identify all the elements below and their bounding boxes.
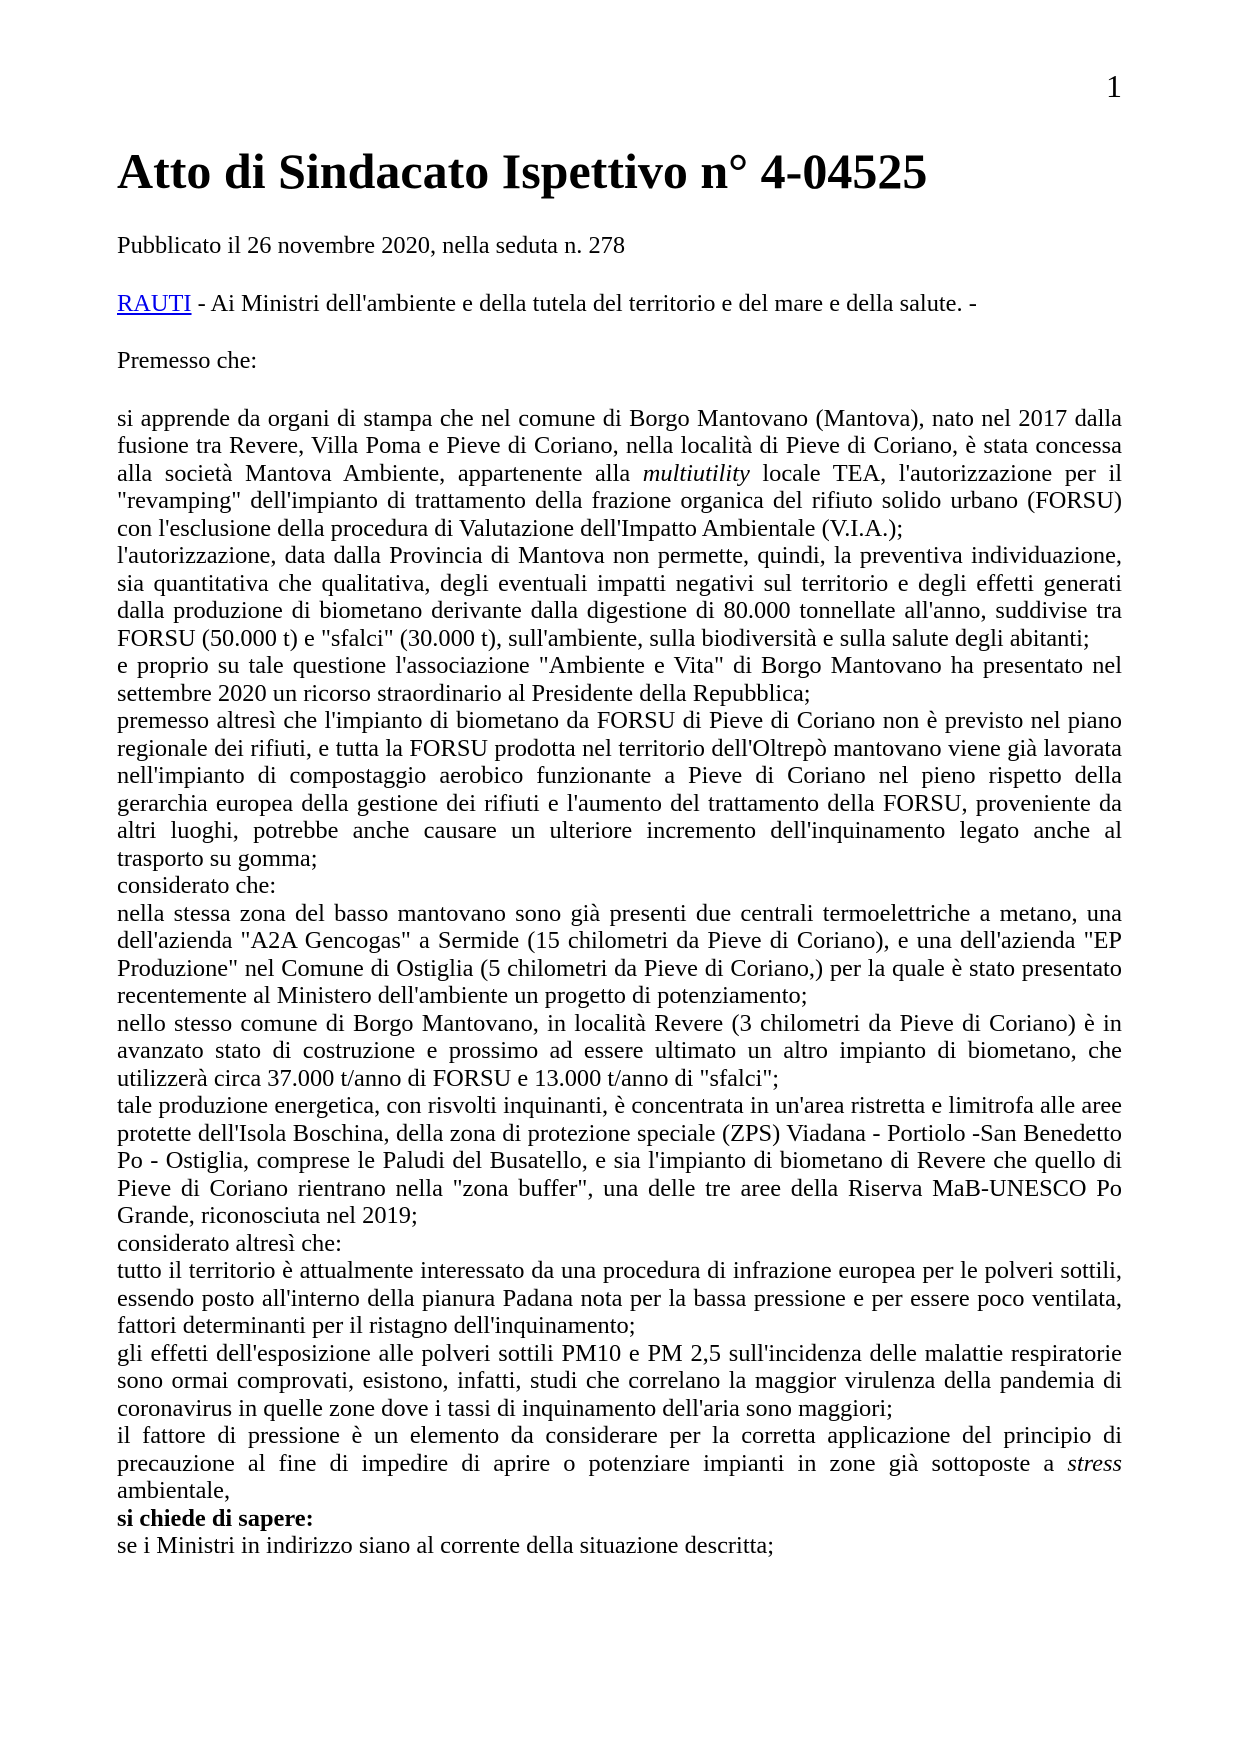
paragraph-text: si chiede di sapere: <box>117 1504 314 1532</box>
paragraph-text: premesso altresì che l'impianto di biometano da FORSU di Pieve di Coriano non è previsto nel piano regionale dei rifiuti, e tutta la FORSU prodotta nel territorio dell'Oltrepò mantovano viene già lavorata nell'impianto di compostaggio aerobico funzionante a Pieve di Coriano nel pieno rispetto della gerarchia europea della gestione dei rifiuti e l'aumento del trattamento della FORSU, proveniente da altri luoghi, potrebbe anche causare un ulteriore incremento dell'inquinamento legato anche al trasporto su gomma; <box>117 707 1122 872</box>
body-paragraph <box>117 1230 1122 1258</box>
body-paragraph <box>117 1257 1122 1340</box>
paragraph-text: si apprende da organi di stampa che nel comune di Borgo Mantovano (Mantova), nato nel 2017 dalla fusione tra Revere, Villa Poma e Pieve di Coriano, nella località di Pieve di Coriano, è stata concessa alla società Mantova Ambiente, appartenente alla <box>117 404 1122 487</box>
paragraph-text: nello stesso comune di Borgo Mantovano, in località Revere (3 chilometri da Pieve di Coriano) è in avanzato stato di costruzione e prossimo ad essere ultimato un altro impianto di biometano, che utilizzerà circa 37.000 t/anno di FORSU e 13.000 t/anno di "sfalci"; <box>117 1009 1122 1092</box>
salutation-text: - Ai Ministri dell'ambiente e della tutela del territorio e del mare e della salute. - <box>191 289 977 317</box>
body-paragraph <box>117 1505 1122 1533</box>
body-paragraph <box>117 900 1122 1010</box>
body-paragraph <box>117 1422 1122 1505</box>
body-paragraph <box>117 1532 1122 1560</box>
paragraph-text: ambientale, <box>117 1477 231 1504</box>
paragraph-text: se i Ministri in indirizzo siano al corrente della situazione descritta; <box>117 1532 774 1559</box>
body-paragraph <box>117 1340 1122 1423</box>
paragraph-text: il fattore di pressione è un elemento da considerare per la corretta applicazione del principio di precauzione al fine di impedire di aprire o potenziare impianti in zone già sottoposte a <box>117 1422 1122 1477</box>
salutation-line <box>117 290 1122 318</box>
body-paragraph <box>117 707 1122 872</box>
paragraph-text: tale produzione energetica, con risvolti inquinanti, è concentrata in un'area ristretta e limitrofa alle aree protette dell'Isola Boschina, della zona di protezione speciale (ZPS) Viadana - Portiolo -San Benedetto Po - Ostiglia, comprese le Paludi del Busatello, e sia l'impianto di biometano di Revere che quello di Pieve di Coriano rientrano nella "zona buffer", una delle tre aree della Riserva MaB-UNESCO Po Grande, riconosciuta nel 2019; <box>117 1092 1122 1229</box>
document-title: Atto di Sindacato Ispettivo n° 4-04525 <box>117 143 928 199</box>
page-number: 1 <box>1106 68 1122 104</box>
italic-term: stress <box>1067 1449 1122 1477</box>
document-body <box>117 405 1122 1560</box>
paragraph-text: considerato altresì che: <box>117 1229 342 1257</box>
paragraph-text: l'autorizzazione, data dalla Provincia di Mantova non permette, quindi, la preventiva individuazione, sia quantitativa che qualitativa, degli eventuali impatti negativi sul territorio e degli effetti generati dalla produzione di biometano derivante dalla digestione di 80.000 tonnellate all'anno, suddivise tra FORSU (50.000 t) e "sfalci" (30.000 t), sull'ambiente, sulla biodiversità e sulla salute degli abitanti; <box>117 542 1122 652</box>
document-page <box>117 0 1122 1560</box>
body-paragraph <box>117 542 1122 652</box>
paragraph-text: nella stessa zona del basso mantovano sono già presenti due centrali termoelettriche a metano, una dell'azienda "A2A Gencogas" a Sermide (15 chilometri da Pieve di Coriano), e una dell'azienda "EP Produzione" nel Comune di Ostiglia (5 chilometri da Pieve di Coriano,) per la quale è stato presentato recentemente al Ministero dell'ambiente un progetto di potenziamento; <box>117 899 1122 1009</box>
body-paragraph <box>117 1092 1122 1230</box>
body-paragraph <box>117 405 1122 543</box>
body-paragraph <box>117 872 1122 900</box>
paragraph-text: e proprio su tale questione l'associazione "Ambiente e Vita" di Borgo Mantovano ha presentato nel settembre 2020 un ricorso straordinario al Presidente della Repubblica; <box>117 652 1122 707</box>
italic-term: multiutility <box>642 459 750 487</box>
paragraph-text: gli effetti dell'esposizione alle polveri sottili PM10 e PM 2,5 sull'incidenza delle malattie respiratorie sono ormai comprovati, esistono, infatti, studi che correlano la maggior virulenza della pandemia di coronavirus in quelle zone dove i tassi di inquinamento dell'aria sono maggiori; <box>117 1339 1122 1422</box>
paragraph-text: locale TEA, l'autorizzazione per il "revamping" dell'impianto di trattamento della frazione organica del rifiuto solido urbano (FORSU) con l'esclusione della procedura di Valutazione dell'Impatto Ambientale (V.I.A.); <box>117 459 1123 542</box>
paragraph-text: tutto il territorio è attualmente interessato da una procedura di infrazione europea per le polveri sottili, essendo posto all'interno della pianura Padana nota per la bassa pressione e per essere poco ventilata, fattori determinanti per il ristagno dell'inquinamento; <box>117 1257 1122 1339</box>
body-paragraph <box>117 652 1122 707</box>
paragraph-text: considerato che: <box>117 872 277 899</box>
publication-line: Pubblicato il 26 novembre 2020, nella seduta n. 278 <box>117 232 626 259</box>
body-paragraph <box>117 1010 1122 1093</box>
senator-link[interactable]: RAUTI <box>117 289 192 317</box>
premise-line: Premesso che: <box>117 347 258 374</box>
